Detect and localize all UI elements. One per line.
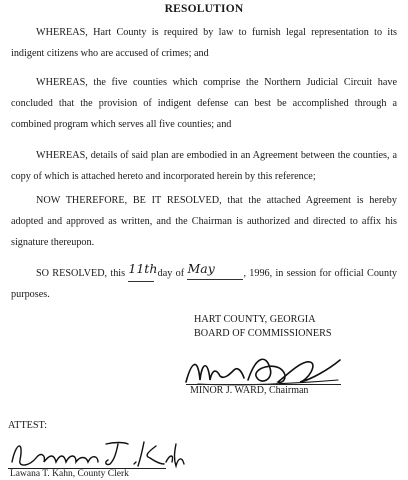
county-block [194, 313, 332, 341]
so-resolved-lead: SO RESOLVED, this [36, 268, 126, 279]
resolved-month-blank [187, 261, 243, 280]
resolved-month: May [187, 261, 215, 276]
resolved-tail: , 1996, in session for official County purposes. [11, 268, 398, 300]
paragraph-resolved: NOW THEREFORE, BE IT RESOLVED, that the attached Agreement is hereby adopted and approved as written, and the Chairman is authorized and directed to affix his signature thereupon. [11, 195, 397, 248]
attest-label: ATTEST: [8, 420, 48, 431]
document-title: RESOLUTION [164, 3, 244, 15]
county-name: HART COUNTY, GEORGIA [194, 314, 316, 325]
paragraph-whereas-3: WHEREAS, details of said plan are embodied in an Agreement between the counties, a copy of which is attached hereto and incorporated herein by this reference; [11, 150, 397, 182]
paragraph-so-resolved [11, 263, 397, 305]
paragraph-whereas-1: WHEREAS, Hart County is required by law to furnish legal representation to its indigent citizens who are accused of crimes; and [11, 27, 397, 59]
clerk-name: Lawana T. Kahn, County Clerk [10, 469, 129, 479]
resolved-day-blank [128, 261, 158, 282]
resolved-day-of: day of [157, 268, 185, 279]
board-name: BOARD OF COMMISSIONERS [194, 328, 332, 339]
chairman-name: MINOR J. WARD, Chairman [190, 385, 309, 396]
resolved-day: 11th [128, 261, 158, 276]
paragraph-whereas-2: WHEREAS, the five counties which comprise the Northern Judicial Circuit have concluded that the provision of indigent defense can best be accomplished through a combined program which serves all five counties; and [11, 77, 397, 130]
clerk-signature [6, 436, 186, 470]
